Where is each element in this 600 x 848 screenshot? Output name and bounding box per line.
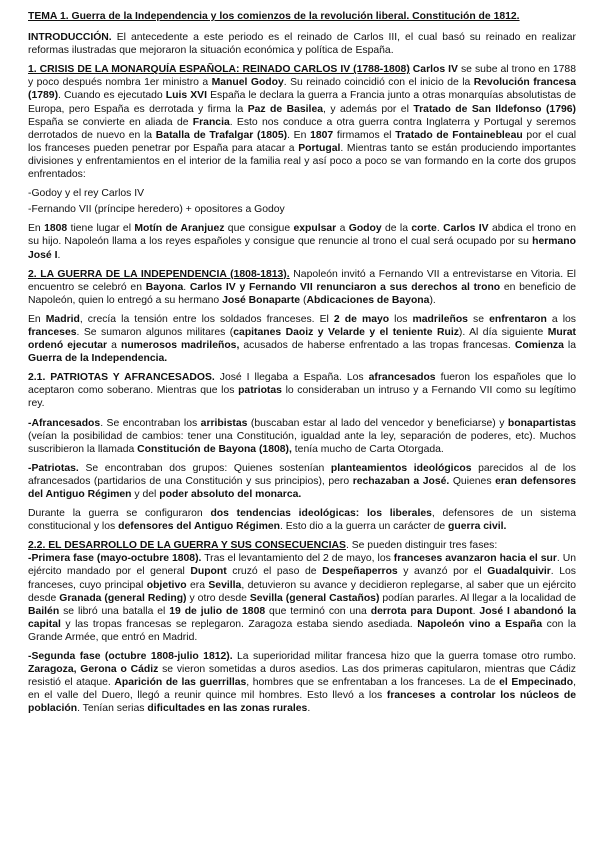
first-phase-paragraph: [28, 552, 576, 644]
text-run: y las tropas francesas se replegaron. Zaragoza estaba siendo asediada.: [60, 618, 418, 630]
text-run: y del: [131, 489, 160, 500]
text-run: Durante la guerra se configuraron: [28, 508, 211, 520]
text-run: . En: [287, 129, 311, 141]
bold-text-run: rechazaban a José.: [352, 475, 450, 487]
bold-text-run: poder absoluto del monarca.: [159, 489, 302, 500]
bold-text-run: Carlos IV y Fernando VII renunciaron a sus derechos al trono: [189, 281, 501, 293]
bold-text-run: Bailén: [28, 605, 60, 617]
bold-text-run: arribistas: [200, 417, 248, 429]
bold-text-run: madrileños: [412, 313, 468, 325]
bold-text-run: Tratado de Fontainebleau: [395, 129, 523, 141]
text-run: . Los franceses, cuyo principal: [28, 566, 576, 591]
text-run: .: [472, 605, 480, 617]
text-run: firmamos el: [333, 129, 396, 141]
bold-text-run: enfrentaron: [489, 313, 547, 325]
text-run: Se encontraban dos grupos: Quienes sostenían: [78, 462, 331, 474]
text-run: , detuvieron su avance y decidieron replegarse, al saber que un ejército desde: [28, 579, 576, 604]
text-run: los: [389, 313, 413, 325]
section-2-paragraph: [28, 268, 576, 307]
bold-text-run: Sevilla (general Castaños): [249, 592, 380, 604]
text-run: abdica el trono en su hijo. Napoleón llama a los reyes españoles y consigue que renuncie al trono el cual será ocupado por su: [28, 223, 577, 248]
afrancesados-paragraph: [28, 417, 576, 456]
bold-text-run: 19 de julio de 1808: [169, 605, 266, 617]
patriotas-paragraph: [28, 462, 576, 501]
bold-text-run: franceses: [28, 326, 77, 338]
text-run: Napoleón invitó a Fernando VII a entrevistarse en Vitoria. El encuentro se celebró en: [28, 268, 576, 293]
text-run: lo consideraban un intruso y a Fernando VII como su legítimo rey.: [28, 385, 576, 410]
bold-text-run: Tratado de San Ildefonso (1796): [413, 103, 576, 115]
text-run: se: [467, 313, 490, 325]
bold-text-run: 2. LA GUERRA DE LA INDEPENDENCIA (1808-1813).: [28, 268, 290, 280]
bold-text-run: Guerra de la Independencia.: [28, 353, 168, 365]
text-run: , y además por el: [323, 103, 414, 115]
intro-paragraph: [28, 31, 576, 57]
list-item: -Godoy y el rey Carlos IV: [28, 188, 145, 200]
text-run: El antecedente a este periodo es el reinado de Carlos III, el cual basó su reinado en realizar reformas ilustradas que mejoraron la situación económica y política de España.: [28, 32, 576, 57]
bold-text-run: 2.1. PATRIOTAS Y AFRANCESADOS.: [28, 372, 215, 384]
text-run: . Se pueden distinguir tres fases:: [345, 540, 498, 552]
text-run: cruzó el paso de: [226, 566, 323, 578]
text-run: tiene lugar el: [67, 223, 135, 235]
text-run: ). Al día siguiente: [458, 326, 548, 338]
bold-text-run: José I abandonó la capital: [28, 605, 576, 630]
bold-text-run: 1. CRISIS DE LA MONARQUÍA ESPAÑOLA: REINADO CARLOS IV (1788-1808): [28, 64, 410, 76]
bold-text-run: objetivo: [146, 579, 187, 591]
text-run: . Tenían serias: [77, 703, 148, 715]
bold-text-run: Constitución de Bayona (1808),: [137, 443, 292, 455]
text-run: España le declara la guerra a Francia junto a otras monarquías absolutistas de Europa, pero España es derrotada y firma la: [28, 90, 576, 115]
bold-text-run: 2 de mayo: [333, 313, 390, 325]
ideological-tendencies-paragraph: [28, 507, 576, 533]
text-run: en beneficio de Napoleón, quien lo entregó a su hermano: [28, 281, 577, 306]
bold-text-run: dificultades en las zonas rurales: [147, 703, 308, 715]
bold-text-run: José Bonaparte: [222, 294, 301, 306]
text-run: que terminó con una: [265, 605, 371, 617]
text-run: En: [28, 313, 46, 325]
text-run: con la Grande Armée, que entró en Madrid.: [28, 618, 576, 643]
bold-text-run: -Afrancesados: [28, 417, 101, 429]
bold-text-run: Carlos IV: [443, 223, 489, 235]
text-run: (: [300, 294, 307, 306]
list-item: -Fernando VII (príncipe heredero) + opositores a Godoy: [28, 204, 285, 216]
text-run: era: [186, 579, 209, 591]
bold-text-run: Madrid: [45, 313, 80, 325]
text-run: se vieron sometidas a duros asedios. Las dos primeras capitularon, mientras que Cádiz resistió el ataque.: [28, 664, 576, 689]
text-run: .: [307, 703, 311, 715]
text-run: .: [183, 281, 190, 293]
bold-text-run: Motín de Aranjuez: [134, 223, 225, 235]
text-run: a: [107, 340, 121, 352]
bold-text-run: eran defensores del Antiguo Régimen: [28, 475, 577, 500]
text-run: y otro desde: [186, 592, 250, 604]
text-run: se libró una batalla el: [59, 605, 170, 617]
text-run: En: [28, 223, 45, 235]
bold-text-run: Murat ordenó ejecutar: [28, 326, 576, 352]
text-run: , crecía la tensión entre los soldados franceses. El: [79, 313, 334, 325]
text-run: se sube al trono en 1788 y poco después nombra 1er ministro a: [28, 64, 576, 89]
section-2-2-heading-paragraph: [28, 539, 576, 552]
bold-text-run: Dupont: [190, 566, 227, 578]
text-run: José I llegaba a España. Los: [214, 372, 369, 384]
text-run: a los: [546, 313, 577, 325]
text-run: Tras el levantamiento del 2 de mayo, los: [201, 553, 394, 565]
bold-text-run: el Empecinado: [499, 677, 574, 689]
bold-text-run: Portugal: [298, 142, 341, 154]
text-run: de la: [381, 223, 412, 235]
text-run: España se convierte en aliada de: [28, 116, 193, 128]
document-page: [28, 10, 576, 722]
text-run: . Un ejército mandado por el general: [28, 553, 576, 578]
text-run: . Se encontraban los: [100, 417, 201, 429]
section-1-paragraph: [28, 63, 576, 181]
bold-text-run: bonapartistas: [507, 417, 577, 429]
bold-text-run: Sevilla: [208, 579, 242, 591]
section-2-1-paragraph: [28, 371, 576, 410]
bold-text-run: 2.2. EL DESARROLLO DE LA GUERRA Y SUS CONSECUENCIAS: [28, 540, 346, 552]
text-run: (veían la posibilidad de cambios: tener una Constitución, igualdad ante la ley, separación de poderes, etc). Muchos suscribieron la llamada: [28, 430, 576, 455]
text-run: la: [563, 340, 577, 352]
bold-text-run: afrancesados: [368, 372, 436, 384]
text-run: a: [336, 223, 349, 235]
section-1-closing-paragraph: [28, 222, 576, 261]
bold-text-run: Carlos IV: [412, 64, 458, 76]
bold-text-run: Paz de Basilea: [247, 103, 324, 115]
bold-text-run: -Patriotas.: [28, 462, 79, 474]
text-run: , defensores de un sistema constitucional y los: [28, 508, 576, 533]
text-run: tenía mucho de Carta Otorgada.: [291, 443, 444, 455]
bold-text-run: Godoy: [348, 223, 382, 235]
bold-text-run: -Segunda fase (octubre 1808-julio 1812).: [28, 651, 233, 663]
bold-text-run: Luis XVI: [165, 90, 207, 102]
bold-text-run: Francia: [192, 116, 230, 128]
bold-text-run: -Primera fase (mayo-octubre 1808).: [28, 553, 202, 565]
text-run: Quienes: [449, 475, 496, 487]
bold-text-run: guerra civil.: [448, 521, 507, 533]
bold-text-run: Manuel Godoy: [211, 77, 284, 89]
section-2-madrid-paragraph: [28, 313, 576, 365]
text-run: , hombres que se enfrentaban a los franceses. La de: [246, 677, 500, 689]
bold-text-run: Bayona: [145, 281, 184, 293]
bold-text-run: numerosos madrileños,: [120, 340, 240, 352]
bold-text-run: franceses avanzaron hacia el sur: [393, 553, 557, 565]
text-run: . Se sumaron algunos militares (: [76, 326, 234, 338]
bold-text-run: Aparición de las guerrillas: [114, 677, 247, 689]
text-run: . Esto nos conduce a otra guerra contra Inglaterra y Portugal y seremos derrotados de nuevo en la: [28, 116, 576, 141]
text-run: y avanzó por el: [397, 566, 488, 578]
bold-text-run: Guadalquivir: [487, 566, 551, 578]
text-run: parecidos al de los afrancesados (partidarios de una Constitución y sus principios), pero: [28, 462, 576, 487]
text-run: (buscaban estar al lado del vencedor y beneficiarse) y: [247, 417, 508, 429]
bold-text-run: INTRODUCCIÓN.: [28, 32, 112, 44]
text-run: . Mientras tanto se están produciendo importantes divisiones y enfrentamientos en el interior de la familia real y así poco a poco se van formando en la corte dos grupos enfrentados:: [28, 142, 576, 181]
page-title: TEMA 1. Guerra de la Independencia y los comienzos de la revolución liberal. Constitución de 1812.: [28, 11, 520, 22]
bold-text-run: derrota para Dupont: [370, 605, 473, 617]
text-run: por el cual los franceses pueden penetrar por España para atacar a: [28, 129, 577, 154]
bold-text-run: dos tendencias ideológicas: los liberales: [210, 508, 432, 520]
bold-text-run: capitanes Daoiz y Velarde y el teniente Ruiz: [233, 326, 459, 338]
bold-text-run: Revolución francesa (1789): [28, 77, 576, 102]
bold-text-run: hermano José I: [28, 236, 576, 261]
text-run: .: [57, 249, 61, 261]
bold-text-run: Zaragoza, Gerona o Cádiz: [28, 664, 159, 676]
bold-text-run: Despeñaperros: [322, 566, 398, 578]
bold-text-run: planteamientos ideológicos: [330, 462, 472, 474]
second-phase-paragraph: [28, 650, 576, 715]
text-run: fueron los españoles que lo aceptaron como soberano. Mientras que los: [28, 372, 576, 397]
bold-text-run: franceses a controlar los núcleos de población: [28, 690, 576, 715]
text-run: . Cuando es ejecutado: [58, 90, 166, 102]
bold-text-run: 1808: [44, 223, 68, 235]
bold-text-run: Napoleón vino a España: [417, 618, 543, 630]
section-1-list: [28, 187, 576, 216]
bold-text-run: expulsar: [293, 223, 337, 235]
text-run: . Su reinado coincidió con el inicio de la: [283, 77, 474, 89]
bold-text-run: patriotas: [238, 385, 282, 397]
bold-text-run: corte: [411, 223, 437, 235]
text-run: .: [436, 223, 444, 235]
text-run: , en el valle del Duero, llegó a reunir quince mil hombres. Esto llevó a los: [28, 677, 576, 702]
bold-text-run: Abdicaciones de Bayona: [306, 294, 430, 306]
text-run: La superioridad militar francesa hizo que la guerra tomase otro rumbo.: [232, 651, 576, 663]
text-run: ).: [429, 294, 436, 306]
bold-text-run: 1807: [310, 129, 334, 141]
text-run: que consigue: [224, 223, 294, 235]
text-run: podían pararles. Al llegar a la localidad de: [379, 592, 576, 604]
text-run: acusados de haberse enfrentado a las tropas francesas.: [239, 340, 515, 352]
bold-text-run: defensores del Antiguo Régimen: [118, 521, 280, 533]
bold-text-run: Comienza: [514, 340, 564, 352]
text-run: . Esto dio a la guerra un carácter de: [279, 521, 449, 533]
bold-text-run: Batalla de Trafalgar (1805): [155, 129, 288, 141]
bold-text-run: Granada (general Reding): [59, 592, 187, 604]
